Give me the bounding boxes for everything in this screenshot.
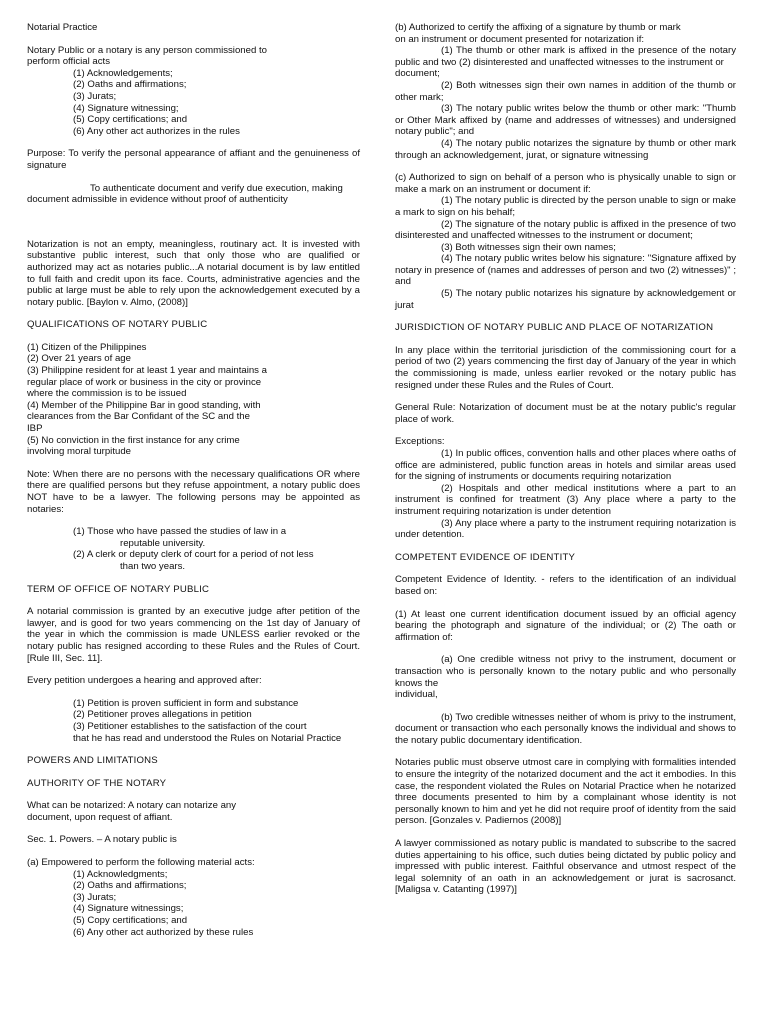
exception-3: (3) Any place where a party to the instrument requiring notarization is under detention. [395, 517, 736, 541]
list-item: (5) No conviction in the first instance for any crime [27, 434, 240, 446]
list-item: (4) Signature witnessing; [73, 102, 179, 114]
note-item-2: (2) A clerk or deputy clerk of court for a period of not less [73, 549, 314, 561]
c-item-2: (2) The signature of the notary public is affixed in the presence of two disinterested and unaffected witnesses to the instrument or document; [395, 218, 736, 242]
section-1: Sec. 1. Powers. – A notary public is [27, 834, 177, 846]
b-item-1-tail: document; [395, 68, 440, 80]
lawyer-paragraph: A lawyer commissioned as notary public is mandated to subscribe to the sacred duties appertaining to his office, such duties being dictated by public policy and impressed with public interest. Faithful observance and utmost respect of the legal solemnity of an oath in an acknowledgement or jurat is sacrosanct. [Maligsa v. Catanting (1997)] [395, 838, 736, 896]
official-acts-list [27, 68, 360, 138]
list-item: IBP [27, 423, 43, 435]
list-item: (1) Citizen of the Philippines [27, 341, 147, 353]
list-item: that he has read and understood the Rules on Notarial Practice [73, 732, 342, 744]
b-intro-line-1: (b) Authorized to certify the affixing of a signature by thumb or mark [395, 22, 681, 33]
material-acts-list [27, 869, 360, 939]
evidence-item-1: (1) At least one current identification document issued by an official agency bearing the photograph and signature of the individual; or (2) The oath or affirmation of: [395, 608, 736, 643]
definition-line-1: Notary Public or a notary is any person commissioned to [27, 44, 267, 56]
qualifications-heading: QUALIFICATIONS OF NOTARY PUBLIC [27, 319, 208, 331]
list-item: (1) Petition is proven sufficient in form and substance [73, 697, 299, 709]
petition-list [27, 698, 360, 744]
note-item-1: (1) Those who have passed the studies of law in a [73, 526, 287, 538]
c-item-3: (3) Both witnesses sign their own names; [441, 241, 616, 253]
list-item: regular place of work or business in the city or province [27, 376, 262, 388]
empowered-line: (a) Empowered to perform the following material acts: [27, 857, 255, 869]
evidence-item-a: (a) One credible witness not privy to the instrument, document or transaction who is personally known to the notary public and who personally knows the [395, 654, 736, 689]
list-item: (3) Petitioner establishes to the satisfaction of the court [73, 720, 307, 732]
notaries-care-paragraph: Notaries public must observe utmost care in complying with formalities intended to ensure the integrity of the notarized document and the act it embodies. In this case, the respondent violated the Rules on Notarial Practice when he notarized three documents presented to him by a complainant whose identity is not personally known to him and yet he did not require proof of identity from the said person. [Gonzales v. Padiernos (2008)] [395, 757, 736, 827]
list-item: (3) Jurats; [73, 90, 117, 102]
list-item: (5) Copy certifications; and [73, 114, 188, 126]
authority-heading: AUTHORITY OF THE NOTARY [27, 777, 167, 789]
b-item-3: (3) The notary public writes below the thumb or other mark: "Thumb or Other Mark affixed by (name and addresses of witnesses) and undersigned notary public"; and [395, 103, 736, 138]
note-item-2-cont: than two years. [120, 560, 186, 572]
term-heading: TERM OF OFFICE OF NOTARY PUBLIC [27, 583, 210, 595]
evidence-item-b: (b) Two credible witnesses neither of whom is privy to the instrument, document or transaction who each personally knows the individual and shows to the notary public documentary identification. [395, 711, 736, 746]
list-item: (5) Copy certifications; and [73, 915, 188, 927]
exceptions-label: Exceptions: [395, 436, 445, 448]
b-item-1: (1) The thumb or other mark is affixed in the presence of the notary public and two (2) disinterested and unaffected witnesses to the instrument or [395, 45, 736, 68]
left-column [27, 22, 360, 938]
list-item: involving moral turpitude [27, 446, 131, 458]
list-item: (6) Any other act authorizes in the rules [73, 125, 240, 137]
list-item: (1) Acknowledgments; [73, 868, 168, 880]
list-item: where the commission is to be issued [27, 388, 187, 400]
list-item: (2) Over 21 years of age [27, 353, 131, 365]
list-item: (2) Oaths and affirmations; [73, 79, 187, 91]
petition-paragraph: Every petition undergoes a hearing and approved after: [27, 675, 262, 687]
what-line-2: document, upon request of affiant. [27, 811, 173, 823]
c-item-5: (5) The notary public notarizes his signature by acknowledgement or jurat [395, 288, 736, 311]
note-item-1-cont: reputable university. [120, 537, 206, 549]
authenticate-paragraph: To authenticate document and verify due execution, making document admissible in evidence without proof of authenticity [27, 182, 343, 206]
definition-line-2: perform official acts [27, 56, 110, 68]
b-item-2: (2) Both witnesses sign their own names in addition of the thumb or other mark; [395, 79, 736, 103]
list-item: (3) Philippine resident for at least 1 year and maintains a [27, 365, 267, 377]
what-line-1: What can be notarized: A notary can notarize any [27, 800, 237, 812]
c-item-1: (1) The notary public is directed by the person unable to sign or make a mark to sign on his behalf; [395, 195, 736, 218]
evidence-definition: Competent Evidence of Identity. - refers to the identification of an individual based on: [395, 574, 736, 597]
c-item-4: (4) The notary public writes below his signature: "Signature affixed by notary in presence of (names and addresses of person and two (2) witnesses)" ; and [395, 253, 736, 288]
powers-heading: POWERS AND LIMITATIONS [27, 755, 158, 767]
list-item: (4) Signature witnessings; [73, 903, 184, 915]
qualifications-list [27, 342, 360, 458]
evidence-item-a-tail: individual, [395, 689, 438, 701]
general-rule-paragraph: General Rule: Notarization of document must be at the notary public's regular place of work. [395, 402, 736, 425]
jurisdiction-heading: JURISDICTION OF NOTARY PUBLIC AND PLACE OF NOTARIZATION [395, 322, 714, 334]
note-paragraph: Note: When there are no persons with the necessary qualifications OR where there are qualified persons but they refuse appointment, a notary public does NOT have to be a lawyer. The following persons may be appointed as notaries: [27, 468, 360, 515]
list-item: (4) Member of the Philippine Bar in good standing, with [27, 399, 261, 411]
list-item: (3) Jurats; [73, 891, 117, 903]
c-intro: (c) Authorized to sign on behalf of a person who is physically unable to sign or make a mark on an instrument or document if: [395, 172, 736, 195]
list-item: (2) Oaths and affirmations; [73, 880, 187, 892]
b-item-4: (4) The notary public notarizes the signature by thumb or other mark through an acknowledgement, jurat, or signature witnessing [395, 137, 736, 161]
term-paragraph: A notarial commission is granted by an executive judge after petition of the lawyer, and is good for two years commencing on the 1st day of January of the year in which the commission is made UNLESS earlier revoked or the notary public has resigned according to these Rules and the Rules of Court. [Rule III, Sec. 11]. [27, 606, 360, 664]
b-intro-line-2: on an instrument or document presented for notarization if: [395, 33, 645, 45]
document-title: Notarial Practice [27, 22, 98, 33]
notarization-paragraph: Notarization is not an empty, meaningless, routinary act. It is invested with substantive public interest, such that only those who are qualified or authorized may act as notaries public...A notarial document is by law entitled to full faith and credit upon its face. Courts, administrative agencies and the public at large must be able to rely upon the acknowledgement executed by a notary public. [Baylon v. Almo, (2008)] [27, 238, 360, 308]
list-item: clearances from the Bar Confidant of the SC and the [27, 411, 250, 423]
jurisdiction-paragraph: In any place within the territorial jurisdiction of the commissioning court for a period of two (2) years commencing the first day of January of the year in which the commissioning is made, unless earlier revoked or the notary public has resigned under these Rules and the Rules of Court. [395, 344, 736, 391]
list-item: (6) Any other act authorized by these rules [73, 926, 254, 938]
right-column [395, 22, 736, 896]
exception-2: (2) Hospitals and other medical institutions where a part to an instrument is confined for treatment (3) Any place where a party to the instrument requiring notarization is under detention [395, 482, 736, 517]
purpose-paragraph: Purpose: To verify the personal appearance of affiant and the genuineness of signature [27, 148, 360, 171]
list-item: (1) Acknowledgements; [73, 67, 173, 79]
evidence-heading: COMPETENT EVIDENCE OF IDENTITY [395, 551, 576, 563]
list-item: (2) Petitioner proves allegations in petition [73, 709, 252, 721]
exception-1: (1) In public offices, convention halls and other places where oaths of office are administered, public function areas in hotels and similar areas used for the signing of instruments or documents requiring notarization [395, 448, 736, 483]
